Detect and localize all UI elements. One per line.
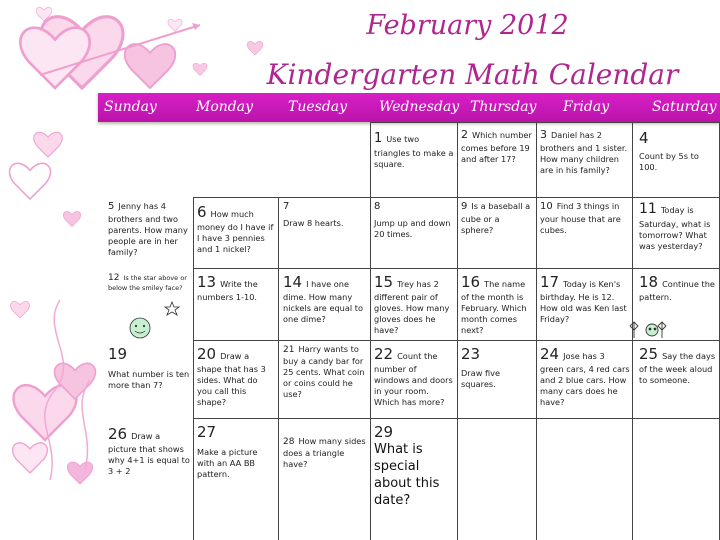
calendar-day-7: 7 Draw 8 hearts.	[283, 201, 344, 228]
calendar-day-28: 28 How many sides does a triangle have?	[283, 436, 366, 470]
calendar-day-27: 27 Make a picture with an AA BB pattern.	[197, 423, 258, 480]
calendar-day-16: 16 The name of the month is February. Which month comes next?	[461, 273, 527, 336]
grid-line	[193, 418, 720, 419]
smiley-face-icon	[130, 318, 150, 338]
calendar-day-11: 11 Today is Saturday, what is tomorrow? What was yesterday?	[639, 201, 711, 252]
heart-icon	[67, 462, 92, 484]
grid-line	[193, 197, 370, 198]
day-header-friday: Friday	[563, 99, 610, 115]
heart-icon	[34, 132, 62, 157]
calendar-day-1: 1 Use two triangles to make a square.	[374, 131, 454, 169]
calendar-day-21: 21 Harry wants to buy a candy bar for 25 cents. What coin or coins could he use?	[283, 344, 365, 400]
calendar-day-22: 22 Count the number of windows and doors in your room. Which has more?	[374, 345, 453, 408]
day-header-tuesday: Tuesday	[288, 99, 348, 115]
calendar-day-6: 6 How much money do I have if I have 3 pennies and 1 nickel?	[197, 203, 274, 255]
page-title: February 2012	[366, 10, 569, 41]
grid-line	[536, 122, 537, 540]
grid-line	[278, 197, 279, 540]
calendar-day-12: 12 Is the star above or below the smiley face?	[108, 273, 187, 293]
calendar-day-26: 26 Draw a picture that shows why 4+1 is equal to 3 + 2	[108, 425, 190, 477]
page-subtitle: Kindergarten Math Calendar	[266, 58, 679, 91]
heart-icon	[13, 385, 76, 440]
day-header-wednesday: Wednesday	[379, 99, 460, 115]
calendar-day-3: 3 Daniel has 2 brothers and 1 sister. How many children are in his family?	[540, 128, 628, 175]
day-header-monday: Monday	[196, 99, 253, 115]
heart-icon	[55, 363, 96, 399]
calendar-day-5: 5 Jenny has 4 brothers and two parents. How many people are in her family?	[108, 201, 188, 257]
calendar-day-8: 8 Jump up and down 20 times.	[374, 201, 451, 239]
calendar-day-25: 25 Say the days of the week aloud to someone.	[639, 345, 716, 386]
day-header-thursday: Thursday	[470, 99, 537, 115]
grid-line	[193, 197, 194, 540]
calendar-day-29: 29 What is special about this date?	[374, 423, 440, 508]
calendar-day-18: 18 Continue the pattern.	[639, 273, 715, 303]
day-header-saturday: Saturday	[652, 99, 717, 115]
calendar-day-23: 23 Draw five squares.	[461, 345, 501, 390]
heart-icon	[13, 443, 48, 473]
calendar-day-14: 14 I have one dime. How many nickels are equal to one dime?	[283, 273, 363, 325]
grid-line	[457, 122, 458, 540]
grid-line	[370, 197, 371, 540]
heart-icon	[10, 163, 51, 199]
grid-line	[370, 197, 720, 198]
calendar-day-24: 24 Jose has 3 green cars, 4 red cars and 2 blue cars. How many cars does he have?	[540, 345, 630, 408]
heart-icon	[11, 302, 30, 318]
calendar-day-10: 10 Find 3 things in your house that are cubes.	[540, 201, 621, 235]
heart-icon	[63, 211, 80, 226]
pattern-icon	[630, 322, 666, 338]
day-header-sunday: Sunday	[104, 99, 157, 115]
calendar-day-20: 20 Draw a shape that has 3 sides. What do you call this shape?	[197, 345, 266, 408]
calendar-day-2: 2 Which number comes before 19 and after 17?	[461, 128, 532, 164]
grid-line	[632, 122, 633, 540]
calendar-day-13: 13 Write the numbers 1-10.	[197, 273, 258, 303]
grid-line	[193, 340, 720, 341]
calendar-day-4: 4 Count by 5s to 100.	[639, 129, 699, 173]
star-icon	[165, 302, 179, 315]
heart-icon	[247, 41, 263, 55]
grid-line	[370, 122, 720, 123]
grid-line	[193, 268, 720, 269]
calendar-day-9: 9 Is a baseball a cube or a sphere?	[461, 201, 531, 235]
calendar-day-19: 19 What number is ten more than 7?	[108, 345, 190, 391]
grid-line	[370, 122, 371, 197]
calendar-day-17: 17 Today is Ken's birthday. He is 12. How old was Ken last Friday?	[540, 273, 627, 325]
calendar-day-15: 15 Trey has 2 different pair of gloves. How many gloves does he have?	[374, 273, 450, 336]
